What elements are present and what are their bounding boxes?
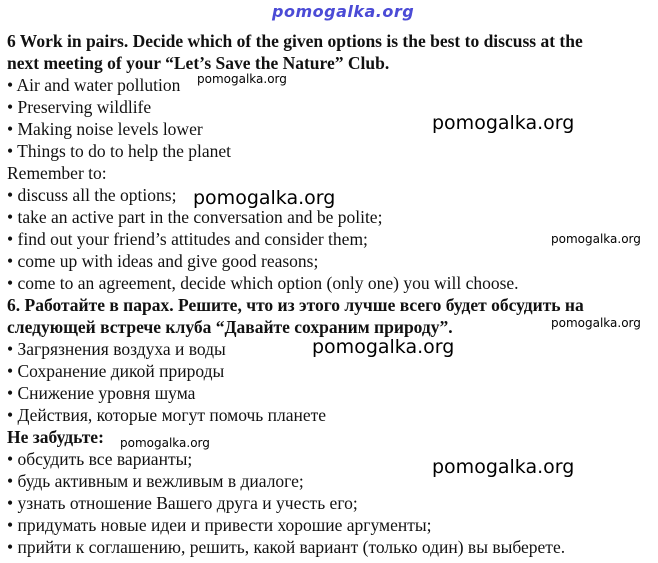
russian-option: • Загрязнения воздуха и воды [7,339,226,359]
english-task-heading-line2: next meeting of your “Let’s Save the Nature” Club. [7,53,390,73]
russian-remember-label: Не забудьте: [7,427,104,447]
russian-remember-item: • прийти к соглашению, решить, какой вариант (только один) вы выберете. [7,537,566,557]
watermark-text: pomogalka.org [551,232,641,246]
russian-remember-item: • придумать новые идеи и привести хорошие аргументы; [7,515,432,535]
russian-task-heading-line2: следующей встрече клуба “Давайте сохраним природу”. [7,317,453,337]
russian-task-heading-line1: 6. Работайте в парах. Решите, что из этого лучше всего будет обсудить на [7,295,584,315]
watermark-text: pomogalka.org [193,187,336,209]
russian-option: • Снижение уровня шума [7,383,196,403]
russian-option: • Сохранение дикой природы [7,361,225,381]
russian-option: • Действия, которые могут помочь планете [7,405,327,425]
english-option: • Air and water pollution [7,75,181,95]
watermark-text: pomogalka.org [432,456,575,478]
english-remember-item: • come to an agreement, decide which option (only one) you will choose. [7,273,519,293]
english-task-heading-line1: 6 Work in pairs. Decide which of the given options is the best to discuss at the [7,31,583,51]
english-remember-item: • take an active part in the conversation and be polite; [7,207,383,227]
watermark-text: pomogalka.org [551,316,641,330]
russian-remember-item: • узнать отношение Вашего друга и учесть его; [7,493,358,513]
russian-remember-item: • обсудить все варианты; [7,449,193,469]
watermark-text: pomogalka.org [120,436,210,450]
watermark-text: pomogalka.org [197,72,287,86]
english-remember-item: • come up with ideas and give good reasons; [7,251,319,271]
watermark-text: pomogalka.org [432,112,575,134]
russian-remember-item: • будь активным и вежливым в диалоге; [7,471,304,491]
header-watermark: pomogalka.org [272,2,415,21]
watermark-text: pomogalka.org [312,336,455,358]
english-remember-label: Remember to: [7,163,107,183]
english-option: • Making noise levels lower [7,119,203,139]
english-remember-item: • discuss all the options; [7,185,177,205]
english-option: • Things to do to help the planet [7,141,232,161]
english-option: • Preserving wildlife [7,97,152,117]
english-remember-item: • find out your friend’s attitudes and consider them; [7,229,368,249]
